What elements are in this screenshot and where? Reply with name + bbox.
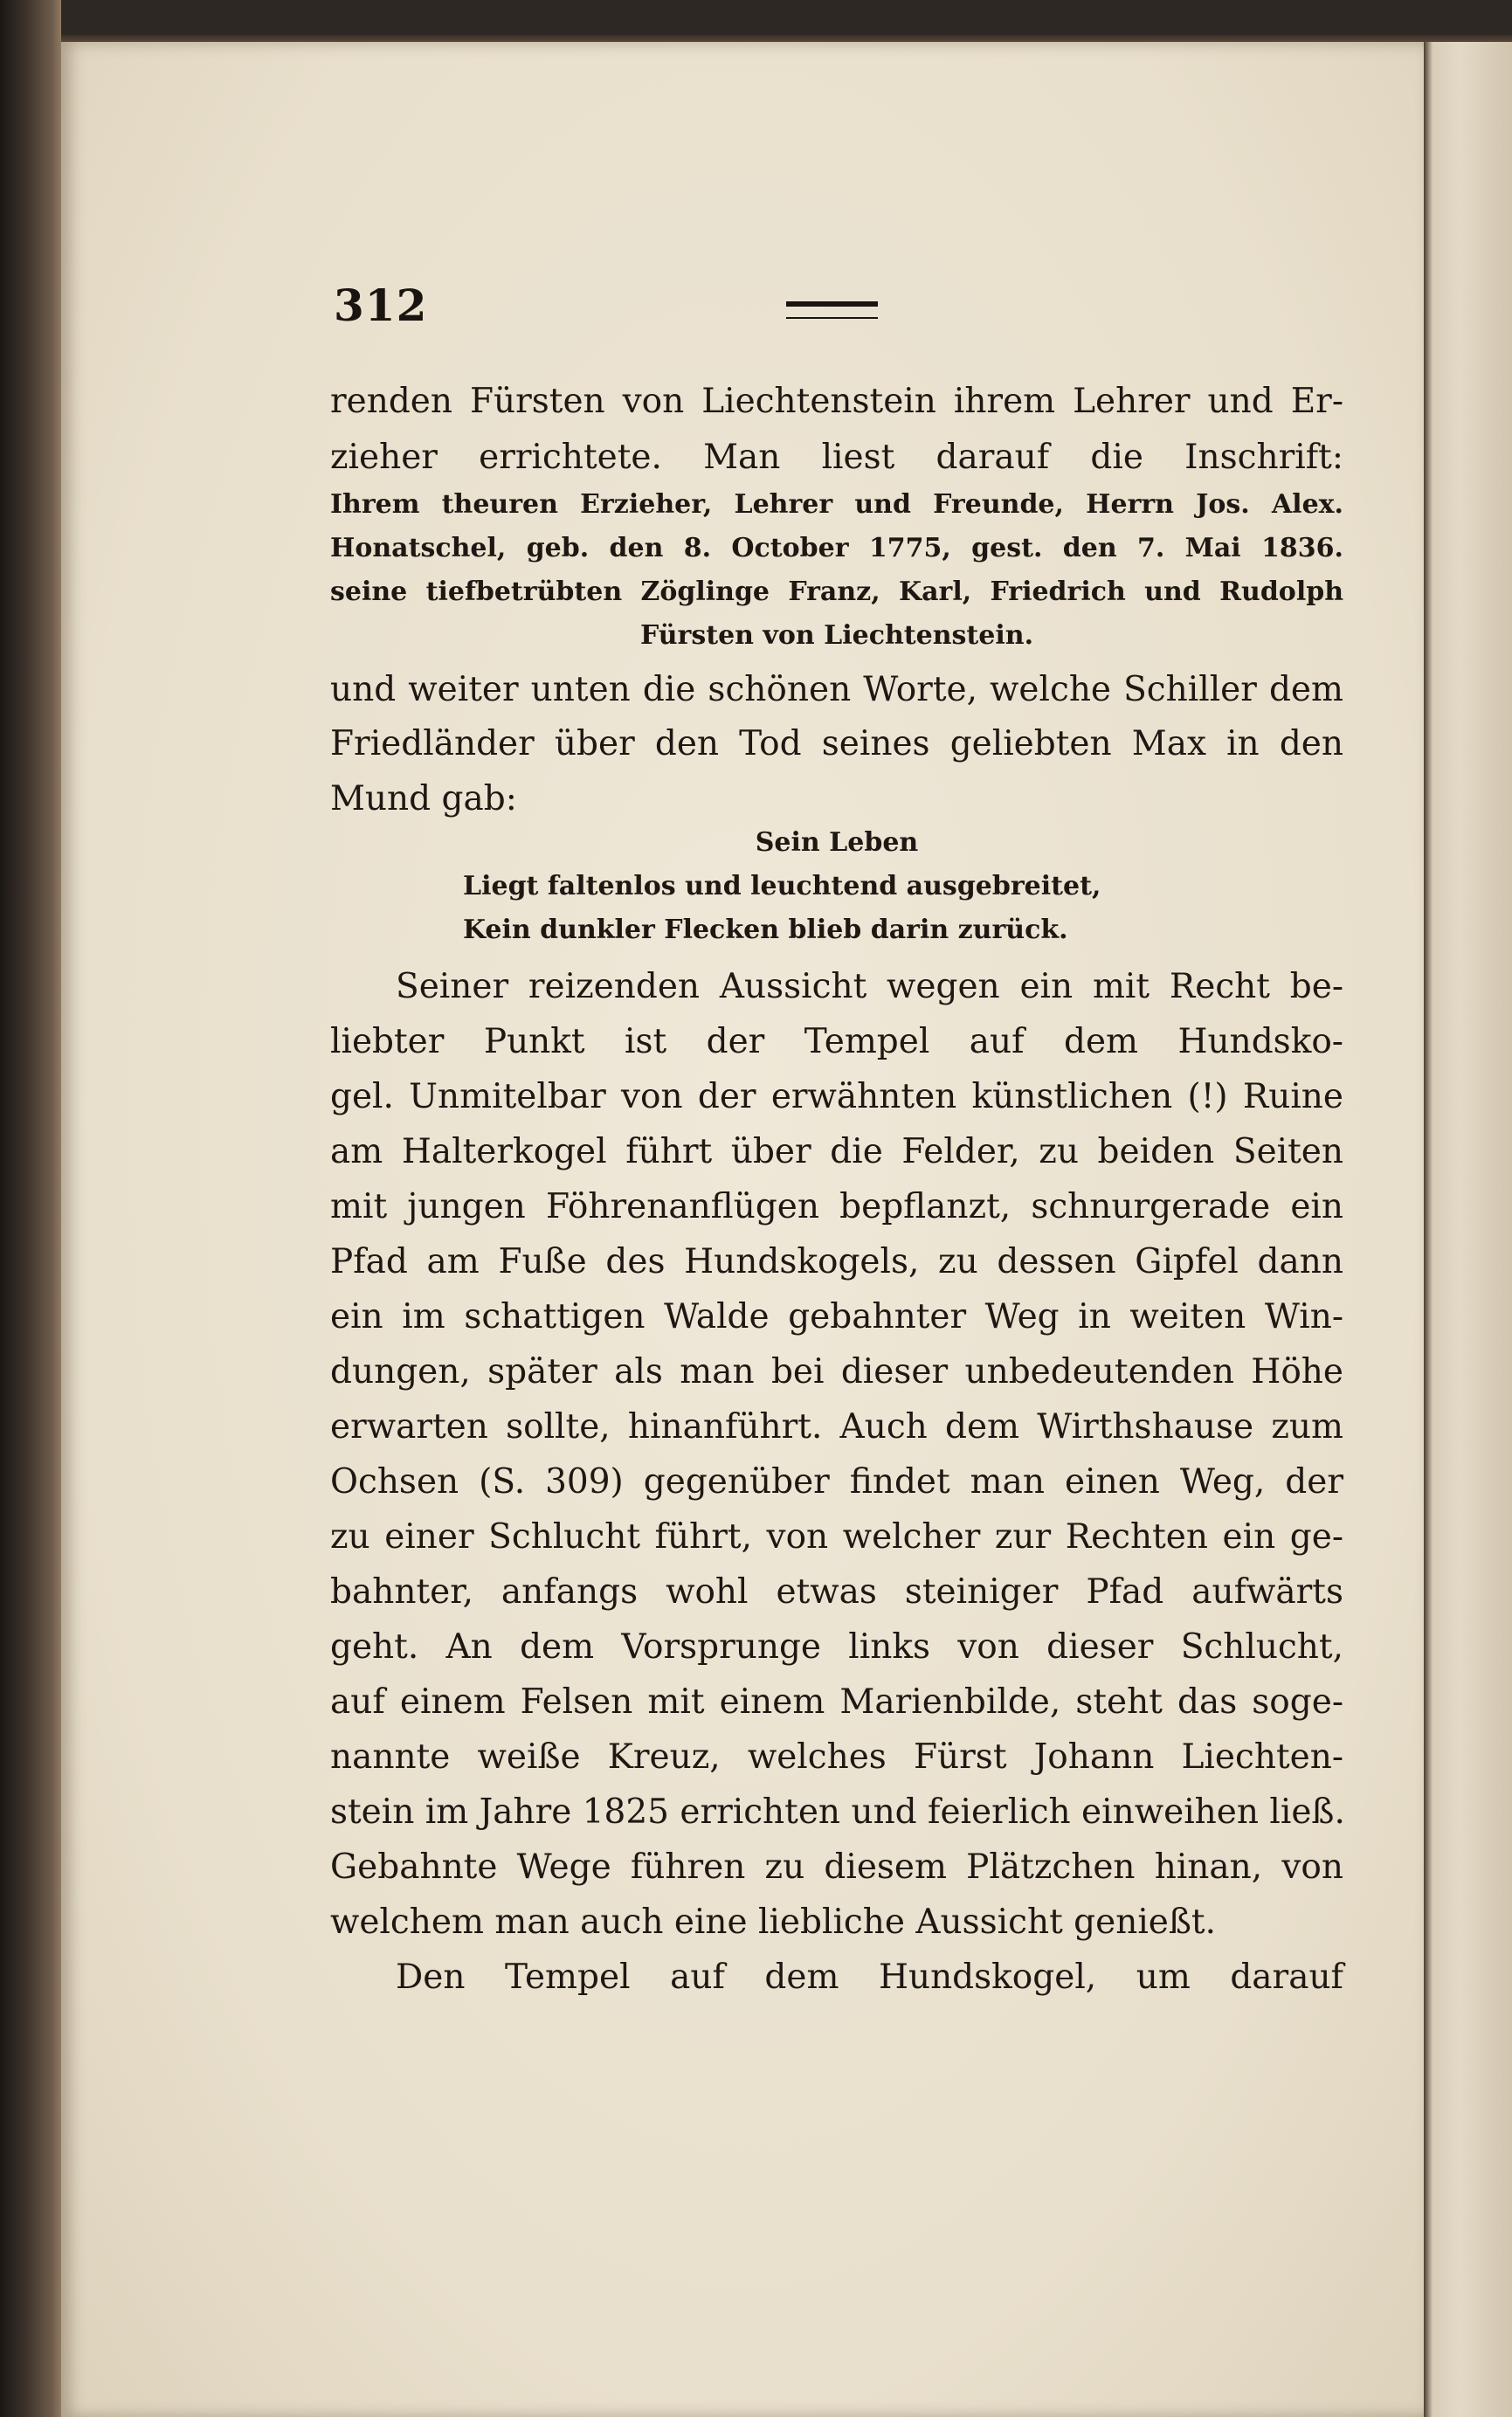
paragraph-line: Ochsen (S. 309) gegenüber findet man einen Weg, der [330,1462,1343,1502]
inscription-line: Honatschel, geb. den 8. October 1775, gest. den 7. Mai 1836. [330,533,1343,563]
paragraph-line: ein im schattigen Walde gebahnter Weg in weiten Win- [330,1297,1343,1336]
paragraph-line: geht. An dem Vorsprunge links von dieser Schlucht, [330,1627,1343,1667]
paragraph-line: Gebahnte Wege führen zu diesem Plätzchen hinan, von [330,1847,1343,1887]
paragraph-line: Den Tempel auf dem Hundskogel, um darauf [396,1958,1343,1997]
quote-line: Sein Leben [755,827,919,858]
text-line: Friedländer über den Tod seines geliebten Max in den [330,724,1343,763]
paragraph-line: zu einer Schlucht führt, von welcher zur Rechten ein ge- [330,1517,1343,1557]
text-line: renden Fürsten von Liechtenstein ihrem Lehrer und Er- [330,382,1343,421]
page-edge-stack [1424,42,1512,2417]
quote-line: Kein dunkler Flecken blieb darin zurück. [463,915,1068,945]
paragraph-line: nannte weiße Kreuz, welches Fürst Johann Liechten- [330,1737,1343,1777]
book-spine [0,0,61,2417]
paragraph-line: gel. Unmitelbar von der erwähnten künstlichen (!) Ruine [330,1077,1343,1116]
paragraph-line: Seiner reizenden Aussicht wegen ein mit Recht be- [396,967,1343,1006]
text-line: Mund gab: [330,779,517,818]
paragraph-line: am Halterkogel führt über die Felder, zu beiden Seiten [330,1132,1343,1171]
text-line: zieher errichtete. Man liest darauf die Inschrift: [330,438,1343,477]
inscription-line: seine tiefbetrübten Zöglinge Franz, Karl, Friedrich und Rudolph [330,577,1343,607]
inscription-line: Fürsten von Liechtenstein. [639,620,1034,651]
paragraph-line: bahnter, anfangs wohl etwas steiniger Pfad aufwärts [330,1572,1343,1612]
paragraph-line: auf einem Felsen mit einem Marienbilde, steht das soge- [330,1682,1343,1722]
page-number: 312 [334,280,428,331]
paragraph-line: welchem man auch eine liebliche Aussicht genießt. [330,1903,1216,1942]
paragraph-line: liebter Punkt ist der Tempel auf dem Hundsko- [330,1022,1343,1061]
inscription-line: Ihrem theuren Erzieher, Lehrer und Freunde, Herrn Jos. Alex. [330,489,1343,520]
paragraph-line: dungen, später als man bei dieser unbedeutenden Höhe [330,1352,1343,1392]
quote-line: Liegt faltenlos und leuchtend ausgebreitet, [463,871,1101,901]
header-rule [786,301,878,319]
text-line: und weiter unten die schönen Worte, welche Schiller dem [330,670,1343,709]
paragraph-line: stein im Jahre 1825 errichten und feierlich einweihen ließ. [330,1792,1345,1832]
paragraph-line: mit jungen Föhrenanflügen bepflanzt, schnurgerade ein [330,1187,1343,1226]
paragraph-line: Pfad am Fuße des Hundskogels, zu dessen Gipfel dann [330,1242,1343,1281]
paragraph-line: erwarten sollte, hinanführt. Auch dem Wirthshause zum [330,1407,1343,1447]
